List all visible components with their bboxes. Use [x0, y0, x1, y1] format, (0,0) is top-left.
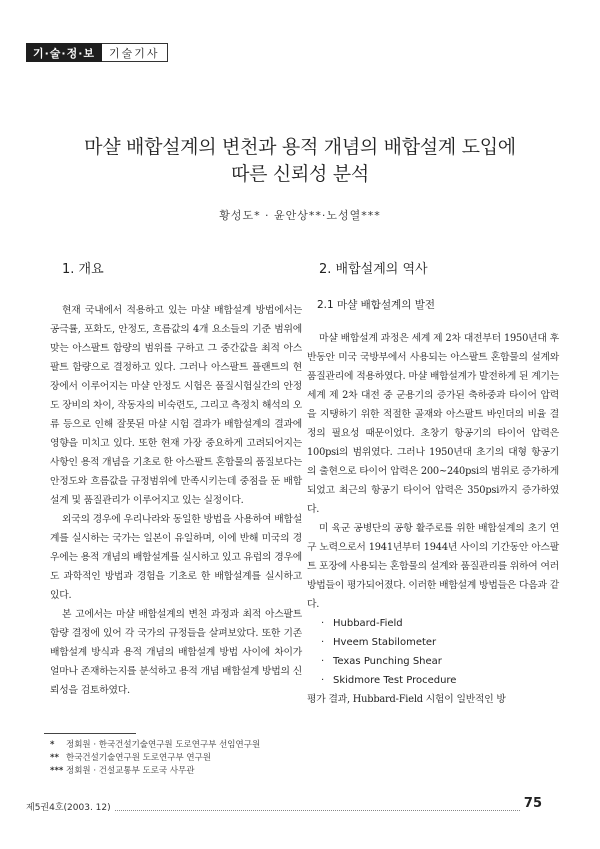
author-list: 황성도* · 윤안상**·노성열*** [219, 209, 381, 222]
category-tag: 기술기사 [102, 43, 168, 62]
section-heading-history: 2. 배합설계의 역사 [319, 262, 428, 277]
footnote-1: * 정회원 · 한국건설기술연구원 도로연구부 선임연구원 [50, 740, 261, 750]
history-paragraph-2: 미 육군 공병단의 공항 활주로를 위한 배합설계의 초기 연구 노력으로서 1941년부터 1944년 사이의 기간동안 아스팔트 포장에 사용되는 혼합물의 설계와 품질관리를 위하여 여러 방법들이 평가되어졌다. 이러한 배합설계 방법들은 다음과 같다. [307, 523, 559, 610]
page-number: 75 [520, 796, 542, 811]
issue-label: 제5권4호(2003. 12) [26, 800, 115, 813]
section-tag-group [26, 43, 168, 62]
history-paragraph-1: 마샬 배합설계 과정은 세계 제 2차 대전부터 1950년대 후반동안 미국 국방부에서 사용되는 아스팔트 혼합물의 설계와 품질관리에 적용하였다. 마샬 배합설계가 발전하게 된 계기는 세계 제 2차 대전 중 군용기의 증가된 축하중과 타이어 압력을 지탱하기 위한 적절한 골재와 아스팔트 바인더의 비율 결정의 필요성 때문이었다. 초창기 항공기의 타이어 압력은 100psi의 범위였다. 그러나 1950년대 초기의 대형 항공기의 출현으로 타이어 압력은 200~240psi의 범위로 증가하게 되었고 최근의 항공기 타이어 압력은 350psi까지 증가하였다. [307, 333, 559, 515]
section-tag: 기·술·정·보 [26, 43, 102, 62]
history-paragraph-3: 평가 결과, Hubbard-Field 시험이 일반적인 방 [307, 694, 506, 705]
intro-paragraph-1: 현재 국내에서 적용하고 있는 마샬 배합설계 방법에서는 공극률, 포화도, 안정도, 흐름값의 4개 요소들의 기준 범위에 맞는 아스팔트 함량의 범위를 구하고 그 중간값을 최적 아스팔트 함량으로 결정하고 있다. 그러나 아스팔트 플랜트의 현장에서 이루어지는 마샬 안정도 시험은 품질시험실간의 안정도 장비의 차이, 작동자의 비숙련도, 그리고 측정치 해석의 오류 등으로 인해 잘못된 마샬 시험 결과가 배합설계의 결과에 영향을 미치고 있다. 또한 현재 가장 중요하게 고려되어지는 사항인 용적 개념을 기초로 한 아스팔트 혼합물의 품질보다는 안정도와 흐름값을 규정범위에 만족시키는데 중점을 둔 배합설계 및 품질관리가 이루어지고 있는 실정이다. [50, 305, 302, 506]
bullet-icon: · [321, 618, 325, 629]
title-line-2: 따른 신뢰성 분석 [231, 163, 369, 185]
article-title [0, 134, 600, 188]
left-column [50, 258, 302, 700]
footnote-divider [44, 733, 136, 734]
list-item: · Hveem Stabilometer [307, 633, 559, 652]
bullet-icon: · [321, 656, 325, 667]
footnotes [50, 739, 260, 778]
footnote-3: *** 정회원 · 건설교통부 도로국 사무관 [50, 766, 195, 776]
list-item: · Skidmore Test Procedure [307, 671, 559, 690]
intro-paragraph-2: 외국의 경우에 우리나라와 동일한 방법을 사용하여 배합설계를 실시하는 국가는 일본이 유일하며, 이에 반해 미국의 경우에는 용적 개념의 배합설계를 실시하고 있고 유럽의 경우에도 과학적인 방법과 경험을 기초로 한 배합설계를 실시하고 있다. [50, 514, 302, 601]
footnote-2: ** 한국건설기술연구원 도로연구부 연구원 [50, 753, 211, 763]
bullet-icon: · [321, 637, 325, 648]
title-line-1: 마샬 배합설계의 변천과 용적 개념의 배합설계 도입에 [84, 136, 516, 158]
intro-paragraph-3: 본 고에서는 마샬 배합설계의 변천 과정과 최적 아스팔트 함량 결정에 있어 각 국가의 규정들을 살펴보았다. 또한 기존 배합설계 방식과 용적 개념의 배합설계 방법 사이에 차이가 얼마나 존재하는지를 분석하고 용적 개념 배합설계 방법의 신뢰성을 검토하였다. [50, 609, 302, 696]
method-list [307, 614, 559, 690]
right-column [307, 258, 559, 709]
list-item: · Hubbard-Field [307, 614, 559, 633]
section-heading-overview: 1. 개요 [62, 262, 104, 277]
bullet-icon: · [321, 675, 325, 686]
list-item: · Texas Punching Shear [307, 652, 559, 671]
subsection-heading-marshall: 2.1 마샬 배합설계의 발전 [317, 299, 435, 311]
